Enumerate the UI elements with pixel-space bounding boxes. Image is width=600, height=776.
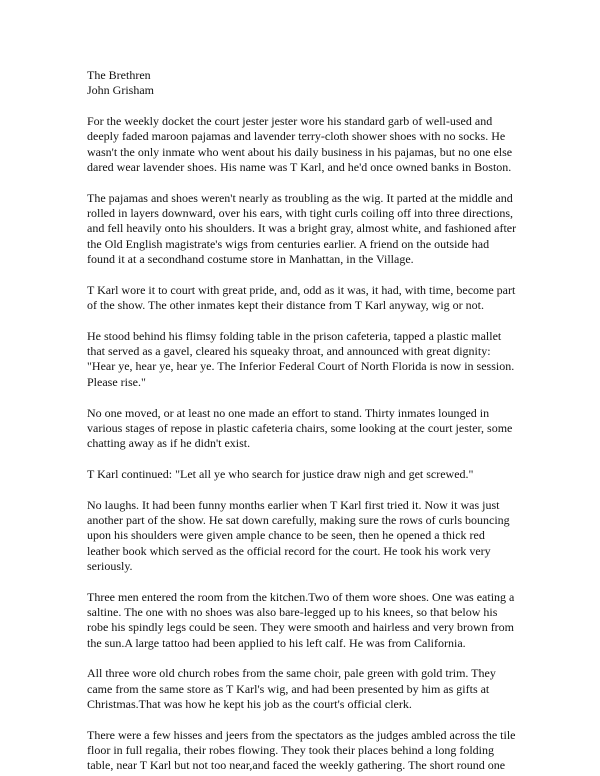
text-line: wasn't the only inmate who went about his daily business in his pajamas, but no one else bbox=[87, 144, 513, 159]
document-body bbox=[87, 68, 517, 776]
text-line: No one moved, or at least no one made an effort to stand. Thirty inmates lounged in bbox=[87, 405, 490, 420]
text-line: T Karl continued: "Let all ye who search for justice draw nigh and get screwed." bbox=[87, 466, 474, 481]
text-line: "Hear ye, hear ye, hear ye. The Inferior Federal Court of North Florida is now in session. bbox=[87, 359, 515, 374]
author-name: John Grisham bbox=[87, 83, 154, 98]
text-line: upon his shoulders were given ample chance to be seen, then he opened a thick red bbox=[87, 528, 485, 543]
text-line: table, near T Karl but not too near,and faced the weekly gathering. The short round one bbox=[87, 758, 506, 773]
text-line: For the weekly docket the court jester jester wore his standard garb of well-used and bbox=[87, 114, 493, 129]
text-line: and fell heavily onto his shoulders. It was a bright gray, almost white, and fashioned after bbox=[87, 221, 517, 236]
text-line: came from the same store as T Karl's wig, and had been presented by him as gifts at bbox=[87, 681, 490, 696]
text-line: robe his spindly legs could be seen. They were smooth and hairless and very brown from bbox=[87, 620, 515, 635]
text-line: Please rise." bbox=[87, 374, 146, 389]
text-line: seriously. bbox=[87, 558, 133, 573]
text-line: No laughs. It had been funny months earlier when T Karl first tried it. Now it was just bbox=[87, 497, 500, 512]
text-line: the sun.A large tattoo had been applied to his left calf. He was from California. bbox=[87, 635, 466, 650]
text-line: The pajamas and shoes weren't nearly as troubling as the wig. It parted at the middle and bbox=[87, 190, 513, 205]
text-line: floor in full regalia, their robes flowing. They took their places behind a long folding bbox=[87, 743, 495, 758]
text-line: Three men entered the room from the kitchen.Two of them wore shoes. One was eating a bbox=[87, 589, 515, 604]
paragraph bbox=[87, 590, 517, 651]
paragraph bbox=[87, 283, 517, 314]
paragraph bbox=[87, 191, 517, 267]
text-line: dared wear lavender shoes. His name was T Karl, and he'd once owned banks in Boston. bbox=[87, 159, 512, 174]
text-line: chatting away as if he didn't exist. bbox=[87, 436, 251, 451]
text-line: T Karl wore it to court with great pride, and, odd as it was, it had, with time, become part bbox=[87, 282, 516, 297]
paragraph bbox=[87, 406, 517, 452]
text-line: deeply faded maroon pajamas and lavender terry-cloth shower shoes with no socks. He bbox=[87, 129, 506, 144]
text-line: that served as a gavel, cleared his squeaky throat, and announced with great dignity: bbox=[87, 344, 491, 359]
text-line: of the show. The other inmates kept their distance from T Karl anyway, wig or not. bbox=[87, 298, 485, 313]
text-line: leather book which served as the official record for the court. He took his work very bbox=[87, 543, 491, 558]
text-line: found it at a secondhand costume store in Manhattan, in the Village. bbox=[87, 251, 414, 266]
paragraph bbox=[87, 114, 517, 175]
paragraph-list bbox=[87, 114, 517, 774]
text-line: the Old English magistrate's wigs from centuries earlier. A friend on the outside had bbox=[87, 236, 490, 251]
text-line: All three wore old church robes from the same choir, pale green with gold trim. They bbox=[87, 666, 496, 681]
book-title: The Brethren bbox=[87, 68, 151, 82]
text-line: another part of the show. He sat down carefully, making sure the rows of curls bouncing bbox=[87, 513, 510, 528]
text-line: Christmas.That was how he kept his job as the court's official clerk. bbox=[87, 697, 412, 711]
text-line: There were a few hisses and jeers from the spectators as the judges ambled across the tile bbox=[87, 727, 516, 742]
text-line: rolled in layers downward, over his ears, with tight curls coiling off into three directions, bbox=[87, 206, 514, 221]
text-line: He stood behind his flimsy folding table in the prison cafeteria, tapped a plastic mallet bbox=[87, 328, 502, 343]
paragraph bbox=[87, 467, 517, 482]
text-line: various stages of repose in plastic cafeteria chairs, some looking at the court jester, some bbox=[87, 420, 513, 435]
paragraph bbox=[87, 329, 517, 390]
text-line: saltine. The one with no shoes was also bare-legged up to his knees, so that below his bbox=[87, 605, 498, 620]
paragraph bbox=[87, 728, 517, 774]
paragraph bbox=[87, 498, 517, 574]
paragraph bbox=[87, 666, 517, 712]
